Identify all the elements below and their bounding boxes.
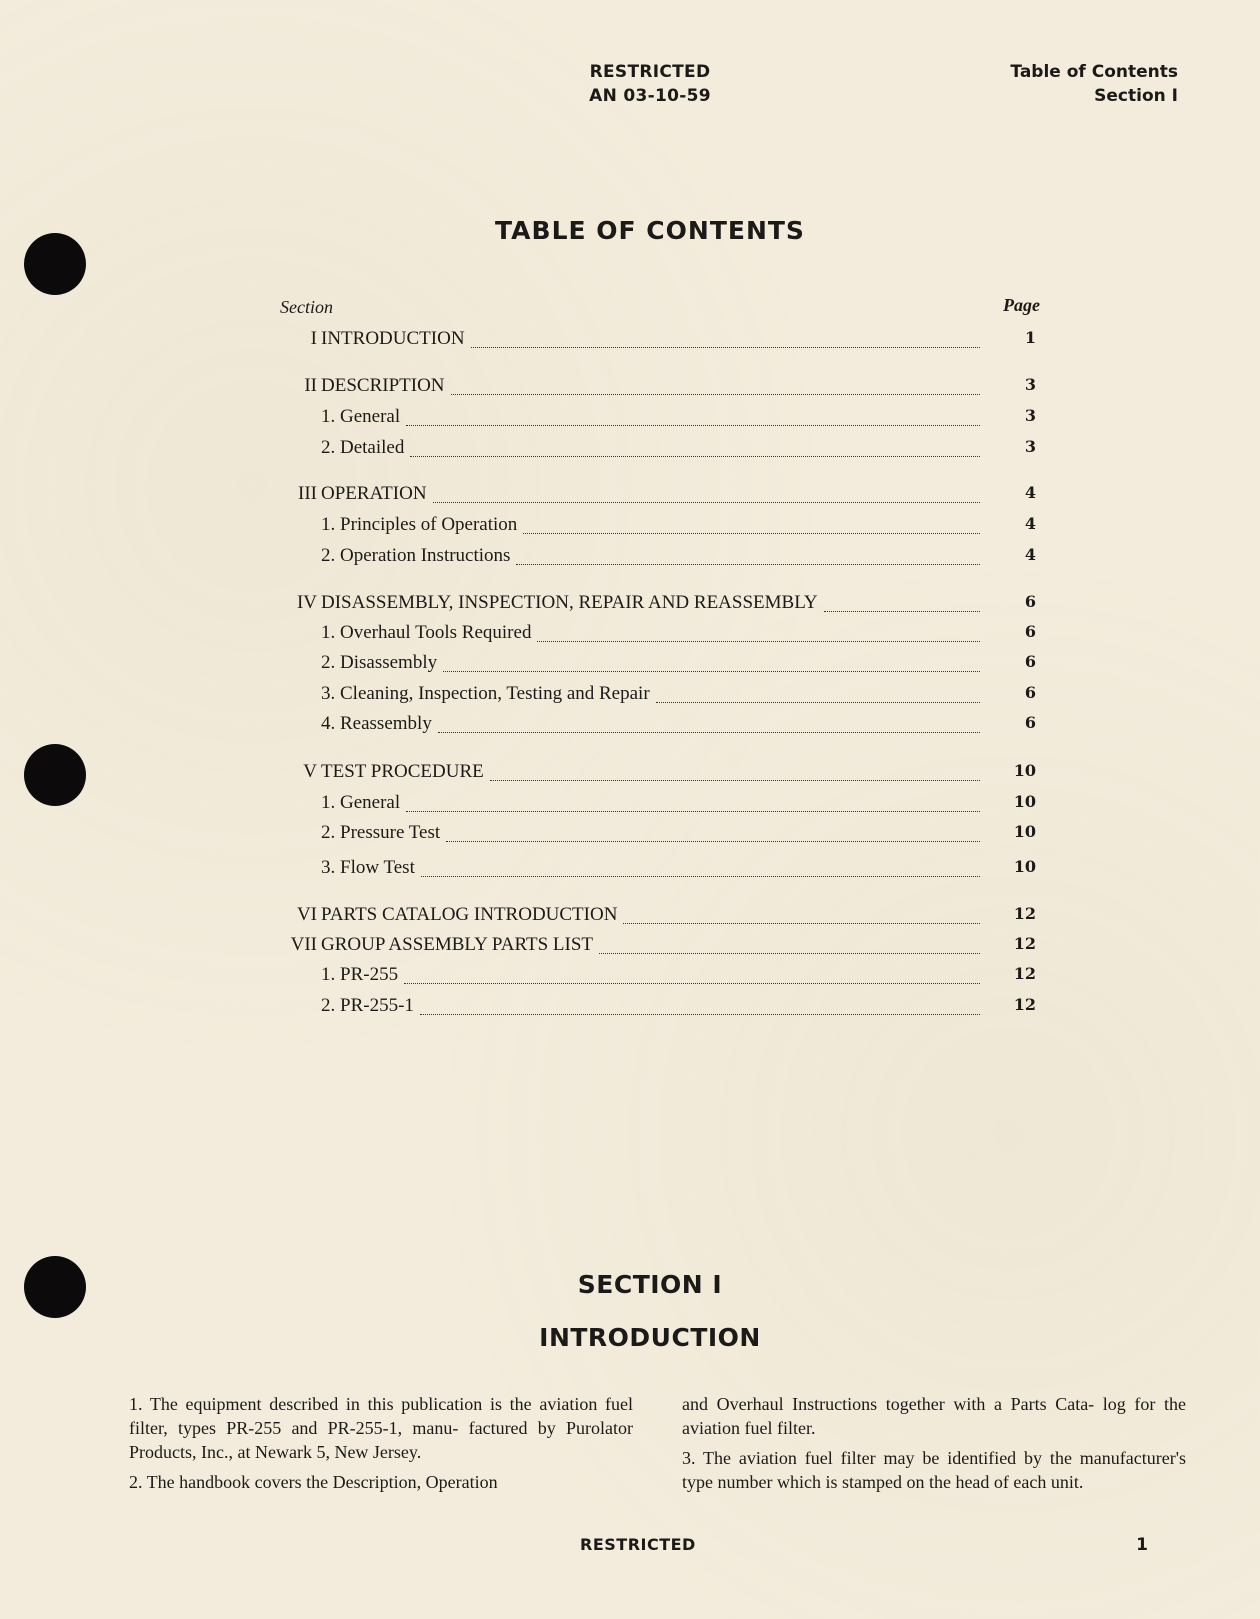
toc-entry-label: 3. Flow Test bbox=[321, 857, 415, 878]
toc-entry-page: 12 bbox=[1013, 904, 1036, 923]
toc-entry[interactable] bbox=[270, 761, 1050, 789]
toc-col-page: Page bbox=[1003, 295, 1040, 315]
running-section: Section I bbox=[1094, 86, 1178, 106]
page-header-right bbox=[1010, 60, 1178, 108]
toc-entry-label: PARTS CATALOG INTRODUCTION bbox=[321, 904, 618, 925]
toc-entry-label: OPERATION bbox=[321, 483, 427, 504]
running-title: Table of Contents bbox=[1010, 62, 1178, 82]
toc-entry-label: 1. General bbox=[321, 406, 401, 427]
toc-col-section: Section bbox=[280, 297, 333, 317]
toc-entry-page: 10 bbox=[1013, 792, 1036, 811]
toc-entry[interactable] bbox=[270, 857, 1050, 885]
toc-dot-leader bbox=[443, 671, 980, 672]
toc-dot-leader bbox=[404, 983, 980, 984]
paragraph-2-cont: and Overhaul Instructions together with a Parts Cata- log for the aviation fuel filter. bbox=[682, 1394, 1186, 1438]
toc-dot-leader bbox=[438, 732, 980, 733]
page-header-center bbox=[530, 60, 770, 108]
toc-entry-page: 6 bbox=[1024, 622, 1036, 641]
toc-entry-page: 3 bbox=[1024, 437, 1036, 456]
toc-entry-page: 6 bbox=[1024, 713, 1036, 732]
toc-dot-leader bbox=[410, 456, 980, 457]
toc-dot-leader bbox=[523, 533, 980, 534]
toc-entry[interactable] bbox=[270, 822, 1050, 850]
toc-entry-page: 10 bbox=[1013, 822, 1036, 841]
toc-entry[interactable] bbox=[270, 792, 1050, 820]
page-number: 1 bbox=[1136, 1535, 1148, 1555]
toc-entry-label: 2. PR-255-1 bbox=[321, 995, 414, 1016]
toc-dot-leader bbox=[446, 841, 980, 842]
toc-entry[interactable] bbox=[270, 622, 1050, 650]
toc-dot-leader bbox=[599, 953, 980, 954]
toc-entry[interactable] bbox=[270, 437, 1050, 465]
classification-label: RESTRICTED bbox=[589, 62, 711, 82]
paragraph-3: 3. The aviation fuel filter may be identified by the manufacturer's type number which is stamped on the head of each unit. bbox=[682, 1448, 1186, 1492]
toc-entry-label: 2. Disassembly bbox=[321, 652, 438, 673]
toc-dot-leader bbox=[824, 611, 980, 612]
toc-entry[interactable] bbox=[270, 328, 1050, 356]
toc-entry-page: 1 bbox=[1024, 328, 1036, 347]
paragraph-2-start: 2. The handbook covers the Description, Operation bbox=[129, 1472, 498, 1492]
toc-entry-label: 1. PR-255 bbox=[321, 964, 399, 985]
toc-entry-page: 12 bbox=[1013, 934, 1036, 953]
toc-entry[interactable] bbox=[270, 934, 1050, 962]
toc-entry-label: 3. Cleaning, Inspection, Testing and Repair bbox=[321, 683, 650, 704]
toc-dot-leader bbox=[656, 702, 980, 703]
toc-dot-leader bbox=[451, 394, 980, 395]
toc-entry[interactable] bbox=[270, 964, 1050, 992]
table-of-contents bbox=[270, 295, 1050, 1016]
toc-entry-label: 2. Operation Instructions bbox=[321, 545, 511, 566]
toc-dot-leader bbox=[406, 811, 980, 812]
toc-dot-leader bbox=[433, 502, 980, 503]
toc-dot-leader bbox=[537, 641, 980, 642]
toc-entry-label: 1. Overhaul Tools Required bbox=[321, 622, 532, 643]
toc-column-headers bbox=[270, 295, 1050, 325]
paragraph-1: 1. The equipment described in this publication is the aviation fuel filter, types PR-255 and PR-255-1, manu- factured by Purolator Products, Inc., at Newark 5, New Jersey. bbox=[129, 1394, 633, 1462]
toc-entry-section-number: II bbox=[304, 375, 317, 396]
toc-entry[interactable] bbox=[270, 375, 1050, 403]
toc-entry-section-number: III bbox=[298, 483, 317, 504]
document-number: AN 03-10-59 bbox=[589, 86, 711, 106]
body-column-right bbox=[682, 1392, 1186, 1500]
toc-entry-label: 1. Principles of Operation bbox=[321, 514, 518, 535]
toc-entry[interactable] bbox=[270, 904, 1050, 932]
toc-entry-page: 4 bbox=[1024, 545, 1036, 564]
toc-entry-page: 3 bbox=[1024, 406, 1036, 425]
toc-entry-page: 4 bbox=[1024, 483, 1036, 502]
toc-entry[interactable] bbox=[270, 995, 1050, 1023]
toc-entry-page: 6 bbox=[1024, 652, 1036, 671]
toc-entry-section-number: IV bbox=[296, 592, 317, 613]
toc-entry-page: 6 bbox=[1024, 683, 1036, 702]
toc-entry[interactable] bbox=[270, 652, 1050, 680]
toc-entry-label: DESCRIPTION bbox=[321, 375, 445, 396]
toc-entry-section-number: I bbox=[310, 328, 317, 349]
toc-entry-label: 2. Detailed bbox=[321, 437, 405, 458]
toc-dot-leader bbox=[420, 1014, 980, 1015]
toc-dot-leader bbox=[490, 780, 980, 781]
toc-entry-label: 4. Reassembly bbox=[321, 713, 432, 734]
toc-entry-page: 12 bbox=[1013, 964, 1036, 983]
toc-entry-section-number: VI bbox=[296, 904, 317, 925]
toc-dot-leader bbox=[516, 564, 980, 565]
toc-entry[interactable] bbox=[270, 545, 1050, 573]
toc-entry-label: INTRODUCTION bbox=[321, 328, 465, 349]
section-heading: SECTION I bbox=[577, 1270, 723, 1299]
toc-entry-label: GROUP ASSEMBLY PARTS LIST bbox=[321, 934, 594, 955]
toc-dot-leader bbox=[471, 347, 980, 348]
punch-hole-middle bbox=[24, 744, 86, 806]
toc-entry[interactable] bbox=[270, 483, 1050, 511]
toc-dot-leader bbox=[421, 876, 980, 877]
toc-entry-label: 2. Pressure Test bbox=[321, 822, 441, 843]
toc-entry[interactable] bbox=[270, 592, 1050, 620]
toc-entry-page: 3 bbox=[1024, 375, 1036, 394]
toc-entry[interactable] bbox=[270, 683, 1050, 711]
toc-entry[interactable] bbox=[270, 406, 1050, 434]
toc-entry-label: TEST PROCEDURE bbox=[321, 761, 484, 782]
body-column-left bbox=[129, 1392, 633, 1500]
toc-dot-leader bbox=[406, 425, 980, 426]
toc-entry-page: 6 bbox=[1024, 592, 1036, 611]
toc-dot-leader bbox=[623, 923, 980, 924]
toc-entry[interactable] bbox=[270, 514, 1050, 542]
toc-entry-section-number: V bbox=[303, 761, 317, 782]
toc-entry[interactable] bbox=[270, 713, 1050, 741]
footer-classification: RESTRICTED bbox=[580, 1535, 696, 1554]
toc-entry-page: 4 bbox=[1024, 514, 1036, 533]
toc-entry-page: 10 bbox=[1013, 761, 1036, 780]
toc-entry-section-number: VII bbox=[290, 934, 317, 955]
toc-entry-page: 10 bbox=[1013, 857, 1036, 876]
toc-entry-label: 1. General bbox=[321, 792, 401, 813]
toc-entry-page: 12 bbox=[1013, 995, 1036, 1014]
toc-title: TABLE OF CONTENTS bbox=[495, 216, 805, 245]
toc-entry-label: DISASSEMBLY, INSPECTION, REPAIR AND REASSEMBLY bbox=[321, 592, 818, 613]
section-subheading: INTRODUCTION bbox=[539, 1323, 761, 1352]
